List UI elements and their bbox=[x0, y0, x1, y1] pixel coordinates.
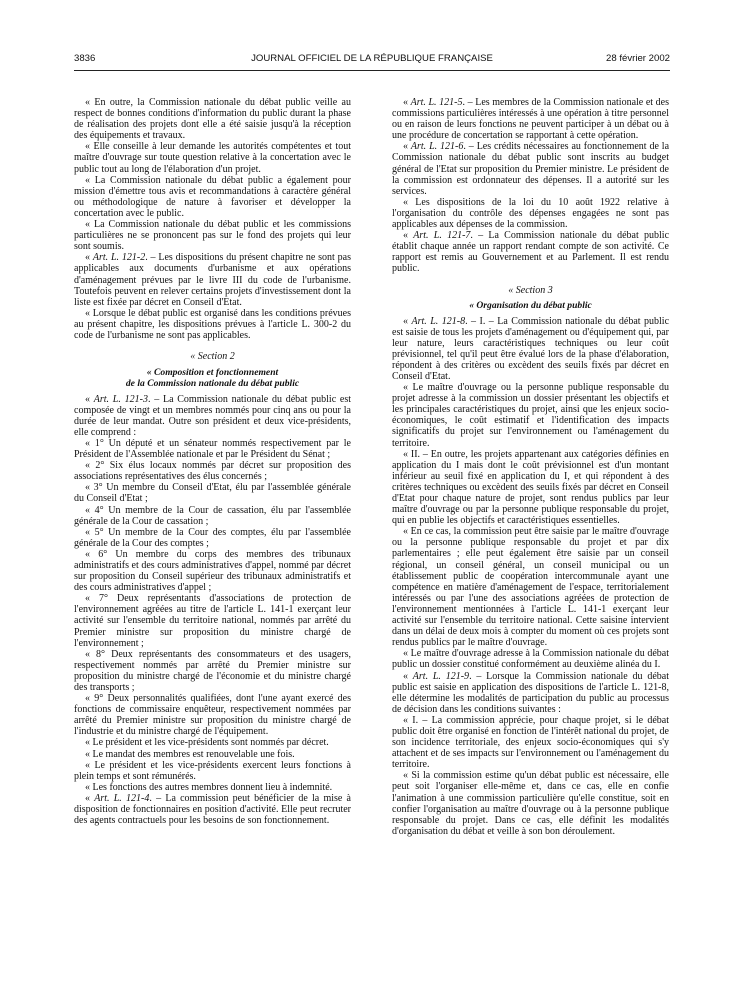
paragraph: « Elle conseille à leur demande les autorités compétentes et tout maître d'ouvrage sur toute question relative à la concertation avec le public tout au long de l'élaboration d'un projet. bbox=[74, 141, 351, 175]
article-ref: Art. L. 121-4 bbox=[94, 792, 150, 804]
paragraph: « 3° Un membre du Conseil d'Etat, élu par l'assemblée générale du Conseil d'Etat ; bbox=[74, 482, 351, 505]
article-ref: Art. L. 121-3 bbox=[93, 393, 148, 405]
paragraph: « Lorsque le débat public est organisé dans les conditions prévues au présent chapitre, les dispositions prévues à l'article L. 300-2 du code de l'urbanisme ne sont pas applicables. bbox=[74, 307, 351, 341]
article-text: . – Les dispositions du présent chapitre ne sont pas applicables aux documents d'urbanisme et aux opérations d'aménagement prévues par le livre III du code de l'urbanisme. Toutefois peuvent en relever certains projets d'investissement dont la liste est fixée par décret en Conseil d'Etat. bbox=[74, 252, 352, 308]
right-column bbox=[392, 97, 669, 837]
paragraph: « Le maître d'ouvrage ou la personne publique responsable du projet adresse à la commission un dossier présentant les objectifs et les principales caractéristiques du projet, ainsi que les enjeux socio-économiques, le coût estimatif et l'identification des impacts significatifs du projet sur l'environnement ou l'aménagement du territoire. bbox=[392, 382, 669, 449]
paragraph: « En ce cas, la commission peut être saisie par le maître d'ouvrage ou la personne publique responsable du projet et par dix parlementaires ; elle peut également être saisie par un conseil régional, un conseil général, un conseil municipal ou un établissement public de coopération intercommunale ayant une compétence en matière d'aménagement de l'espace, territorialement intéressés ou par l'une des associations agréées de protection de l'environnement mentionnées à l'article L. 141-1 exerçant leur activité sur l'ensemble du territoire national. Cette saisine intervient dans un délai de deux mois à compter du moment où ces projets sont rendus publics par le maître d'ouvrage. bbox=[392, 526, 669, 649]
paragraph: « Le président et les vice-présidents exercent leurs fonctions à plein temps et sont rémunérés. bbox=[74, 759, 351, 782]
section-heading: « Section 2 bbox=[190, 351, 235, 363]
paragraph: « 4° Un membre de la Cour de cassation, élu par l'assemblée générale de la Cour de cassation ; bbox=[74, 504, 351, 527]
section-title: « Composition et fonctionnement bbox=[146, 366, 279, 378]
paragraph: « 2° Six élus locaux nommés par décret sur proposition des associations représentatives des élus concernés ; bbox=[74, 460, 351, 483]
quote-mark: « bbox=[403, 315, 412, 327]
paragraph: « Si la commission estime qu'un débat public est nécessaire, elle peut soit l'organiser elle-même et, dans ce cas, elle en confie l'animation à une commission particulière qu'elle constitue, soit en confier l'organisation au maître d'ouvrage ou à la personne publique responsable du projet. Dans ce cas, elle définit les modalités d'organisation du débat et veille à son bon déroulement. bbox=[392, 770, 669, 837]
article-paragraph bbox=[74, 394, 351, 438]
paragraph: « 9° Deux personnalités qualifiées, dont l'une ayant exercé des fonctions de commissaire enquêteur, respectivement nommées par arrêté du Premier ministre sur proposition du ministre chargé de l'industrie et du ministre chargé de l'équipement. bbox=[74, 693, 351, 738]
quote-mark: « bbox=[403, 141, 411, 153]
quote-mark: « bbox=[85, 393, 94, 405]
article-ref: Art. L. 121-8 bbox=[411, 315, 466, 327]
page-header bbox=[74, 52, 670, 66]
paragraph: « 8° Deux représentants des consommateurs et des usagers, respectivement nommés par arrêté du Premier ministre sur proposition du ministre chargé de l'économie et du ministre chargé des transports ; bbox=[74, 648, 351, 693]
article-text: . – Lorsque la Commission nationale du débat public est saisie en application des dispositions de l'article L. 121-8, elle détermine les modalités de participation du public au processus de décision dans les conditions suivantes : bbox=[392, 670, 669, 715]
quote-mark: « bbox=[85, 252, 93, 264]
paragraph: « La Commission nationale du débat public et les commissions particulières ne se prononcent pas sur le fond des projets qui leur sont soumis. bbox=[74, 219, 351, 253]
article-paragraph bbox=[392, 671, 669, 715]
article-paragraph bbox=[74, 793, 351, 826]
quote-mark: « bbox=[403, 97, 411, 108]
paragraph: « 5° Un membre de la Cour des comptes, élu par l'assemblée générale de la Cour des comptes ; bbox=[74, 526, 351, 549]
paragraph: « 6° Un membre du corps des membres des tribunaux administratifs et des cours administratives d'appel, nommé par décret sur proposition du Conseil supérieur des tribunaux administratifs et des cours administratives d'appel ; bbox=[74, 548, 351, 594]
section-title: de la Commission nationale du débat public bbox=[125, 378, 300, 390]
paragraph: « I. – La commission apprécie, pour chaque projet, si le débat public doit être organisé en fonction de l'intérêt national du projet, de son incidence territoriale, des enjeux socio-économiques qui s'y attachent et de ses impacts sur l'environnement ou l'aménagement du territoire. bbox=[392, 714, 669, 771]
paragraph: « Le maître d'ouvrage adresse à la Commission nationale du débat public un dossier constitué conformément au deuxième alinéa du I. bbox=[392, 648, 669, 671]
article-ref: Art. L. 121-9 bbox=[412, 670, 470, 682]
paragraph: « Les dispositions de la loi du 10 août 1922 relative à l'organisation du contrôle des dépenses engagées ne sont pas applicables aux dépenses de la commission. bbox=[392, 196, 669, 231]
article-paragraph bbox=[392, 230, 669, 274]
header-rule bbox=[74, 70, 670, 71]
article-text: . – Les membres de la Commission nationale et des commissions particulières intéressés à une opération à titre personnel ou en raison de leurs fonctions ne peuvent participer à un débat ou à une procédure de concertation se rapportant à cette opération. bbox=[392, 97, 669, 142]
article-ref: Art. L. 121-7 bbox=[413, 230, 471, 242]
paragraph: « En outre, la Commission nationale du débat public veille au respect de bonnes conditions d'information du public durant la phase de réalisation des projets dont elle a été saisie jusqu'à la réception des équipements et travaux. bbox=[74, 97, 351, 142]
article-text: . – I. – La Commission nationale du débat public est saisie de tous les projets d'aménagement ou d'équipement qui, par leur nature, leurs caractéristiques techniques ou leur coût prévisionnel, tel qu'il peut être évalué lors de la phase d'élaboration, répondent à des critères ou excèdent des seuils fixés par décret en Conseil d'Etat. bbox=[392, 315, 670, 382]
paragraph: « 1° Un député et un sénateur nommés respectivement par le Président de l'Assemblée nationale et par le Président du Sénat ; bbox=[74, 437, 351, 461]
article-paragraph bbox=[392, 141, 669, 196]
issue-date: 28 février 2002 bbox=[606, 53, 670, 64]
article-ref: Art. L. 121-2 bbox=[92, 252, 146, 264]
left-column bbox=[74, 97, 351, 826]
article-ref: Art. L. 121-5 bbox=[410, 97, 463, 108]
paragraph: « Le mandat des membres est renouvelable une fois. bbox=[85, 748, 295, 760]
journal-title: JOURNAL OFFICIEL DE LA RÉPUBLIQUE FRANÇAISE bbox=[251, 53, 493, 64]
section-heading: « Section 3 bbox=[508, 284, 553, 296]
article-paragraph bbox=[74, 252, 351, 307]
section-title: « Organisation du débat public bbox=[469, 300, 592, 311]
article-paragraph bbox=[392, 97, 669, 141]
paragraph: « La Commission nationale du débat public a également pour mission d'émettre tous avis et recommandations à caractère général ou méthodologique de nature à favoriser et développer la concertation avec le public. bbox=[74, 174, 351, 219]
paragraph: « II. – En outre, les projets appartenant aux catégories définies en application du I mais dont le coût prévisionnel est d'un montant inférieur au seuil fixé en application du I, et qui répondent à des critères techniques ou excèdent des seuils fixés par décret en Conseil d'Etat pour chaque nature de projet, sont rendus publics par leur maître d'ouvrage ou par la personne publique responsable du projet, qui en publie les objectifs et caractéristiques essentielles. bbox=[392, 448, 669, 527]
article-text: . – La Commission nationale du débat public est composée de vingt et un membres nommés pour cinq ans ou pour la durée de leur mandat. Outre son président et deux vice-présidents, elle comprend : bbox=[74, 393, 352, 438]
paragraph: « 7° Deux représentants d'associations de protection de l'environnement agréées au titre de l'article L. 141-1 exerçant leur activité sur l'ensemble du territoire national, nommés par arrêté du Premier ministre sur proposition du ministre chargé de l'environnement ; bbox=[74, 593, 351, 649]
quote-mark: « bbox=[85, 792, 95, 804]
paragraph: « Le président et les vice-présidents sont nommés par décret. bbox=[85, 737, 329, 749]
paragraph: « Les fonctions des autres membres donnent lieu à indemnité. bbox=[85, 781, 333, 793]
article-text: . – La Commission nationale du débat public établit chaque année un rapport rendant compte de son activité. Ce rapport est remis au Gouvernement et au Parlement. Il est rendu public. bbox=[392, 230, 670, 275]
quote-mark: « bbox=[403, 230, 414, 242]
article-paragraph bbox=[392, 316, 669, 383]
page-number: 3836 bbox=[74, 53, 96, 64]
article-text: . – La commission peut bénéficier de la mise à disposition de fonctionnaires en position d'activité. Elle peut recruter des agents contractuels pour les besoins de son fonctionnement. bbox=[74, 792, 351, 827]
article-text: . – Les crédits nécessaires au fonctionnement de la Commission nationale du débat public sont inscrits au budget général de l'Etat sur proposition du Premier ministre. Le président de la commission est ordonnateur des dépenses. Il a autorité sur les services. bbox=[392, 141, 670, 197]
article-ref: Art. L. 121-6 bbox=[410, 141, 464, 153]
quote-mark: « bbox=[403, 670, 413, 682]
